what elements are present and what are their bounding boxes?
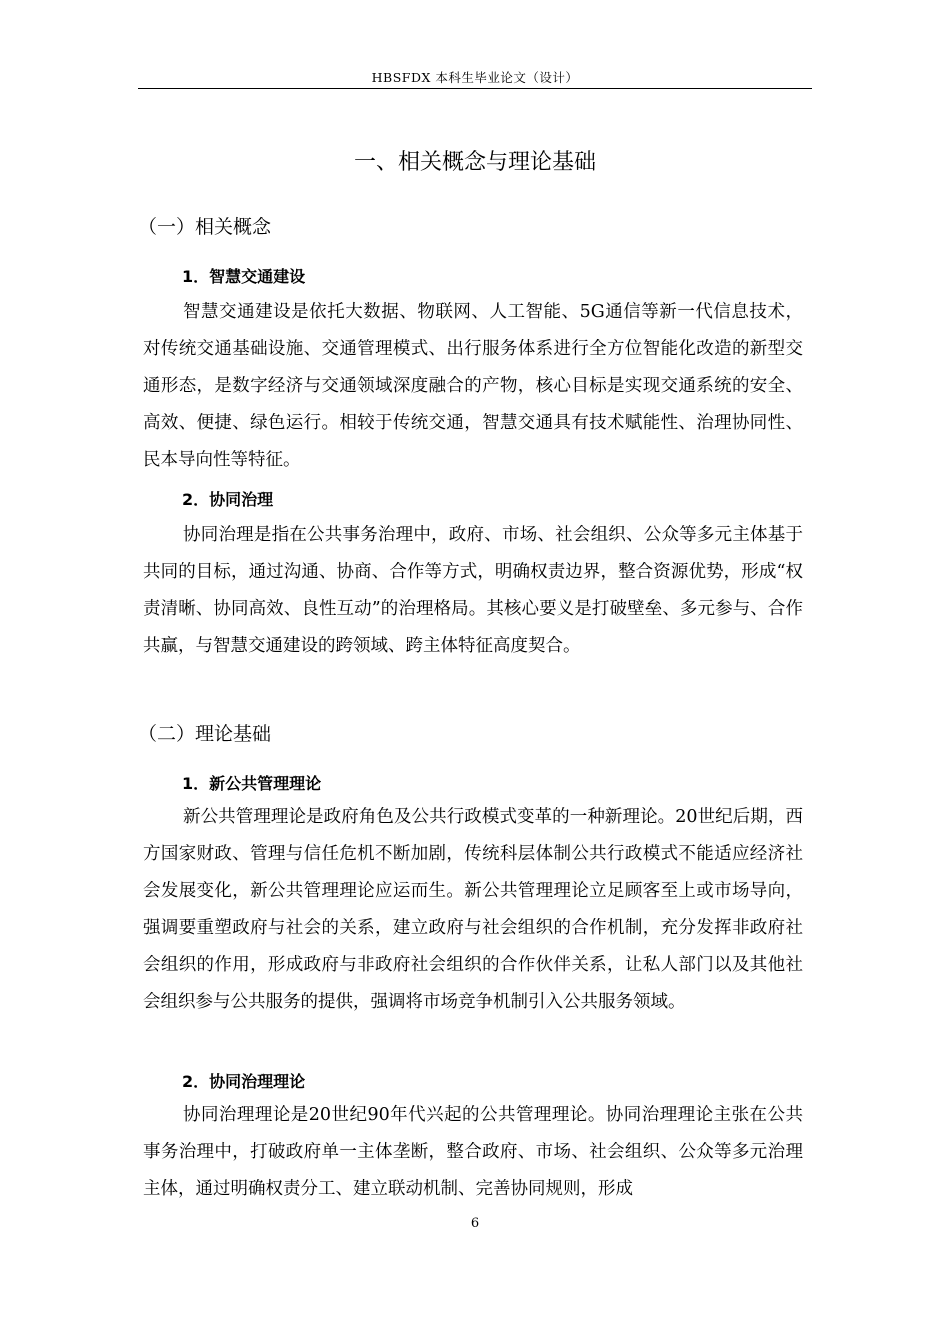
- paragraph-smart-transport: 智慧交通建设是依托大数据、物联网、人工智能、5G通信等新一代信息技术，对传统交通基础设施、交通管理模式、出行服务体系进行全方位智能化改造的新型交通形态，是数字经济与交通领域深度融合的产物，核心目标是实现交通系统的安全、高效、便捷、绿色运行。相较于传统交通，智慧交通具有技术赋能性、治理协同性、民本导向性等特征。: [143, 302, 803, 470]
- subsection-title-smart-transport: 1．智慧交通建设: [182, 267, 306, 286]
- section-title-theories: （二）理论基础: [138, 723, 272, 745]
- paragraph-new-public-management: 新公共管理理论是政府角色及公共行政模式变革的一种新理论。20世纪后期，西方国家财政、管理与信任危机不断加剧，传统科层体制公共行政模式不能适应经济社会发展变化，新公共管理理论应运而生。新公共管理理论立足顾客至上或市场导向，强调要重塑政府与社会的关系，建立政府与社会组织的合作机制，充分发挥非政府社会组织的作用，形成政府与非政府社会组织的合作伙伴关系，让私人部门以及其他社会组织参与公共服务的提供，强调将市场竞争机制引入公共服务领域。: [143, 807, 803, 1012]
- subsection-title-new-public-management: 1．新公共管理理论: [182, 774, 322, 793]
- section-title-concepts: （一）相关概念: [138, 216, 272, 238]
- page-number: 6: [470, 1216, 480, 1231]
- header-divider: [138, 88, 812, 89]
- chapter-title: 一、相关概念与理论基础: [353, 150, 596, 175]
- paragraph-collaborative-governance: 协同治理是指在公共事务治理中，政府、市场、社会组织、公众等多元主体基于共同的目标，通过沟通、协商、合作等方式，明确权责边界，整合资源优势，形成“权责清晰、协同高效、良性互动”的治理格局。其核心要义是打破壁垒、多元参与、合作共赢，与智慧交通建设的跨领域、跨主体特征高度契合。: [143, 525, 803, 656]
- subsection-title-collaborative-governance-theory: 2．协同治理理论: [182, 1072, 306, 1091]
- paragraph-collaborative-governance-theory: 协同治理理论是20世纪90年代兴起的公共管理理论。协同治理理论主张在公共事务治理中，打破政府单一主体垄断，整合政府、市场、社会组织、公众等多元治理主体，通过明确权责分工、建立联动机制、完善协同规则，形成: [143, 1105, 803, 1199]
- running-header: HBSFDX 本科生毕业论文（设计）: [371, 70, 579, 85]
- subsection-title-collaborative-governance: 2．协同治理: [182, 490, 274, 509]
